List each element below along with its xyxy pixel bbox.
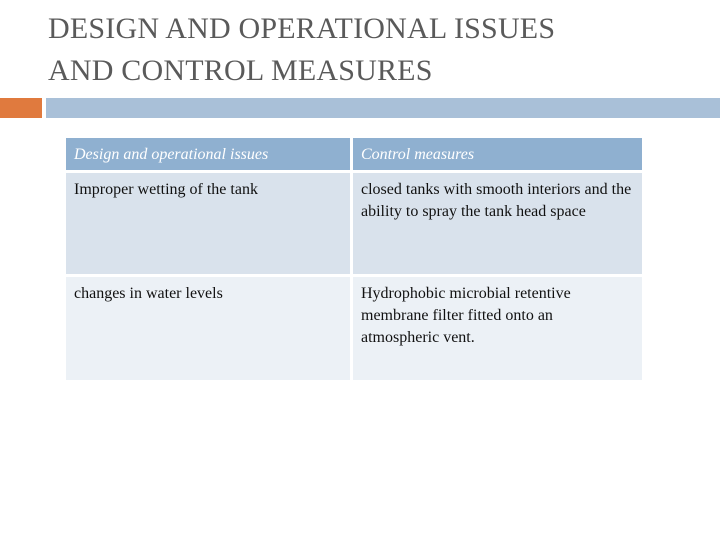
issue-cell: Improper wetting of the tank [66, 173, 353, 277]
issue-cell: changes in water levels [66, 277, 353, 380]
issues-table [66, 138, 642, 380]
measure-cell: Hydrophobic microbial retentive membrane filter fitted onto an atmospheric vent. [353, 277, 642, 380]
accent-bar-blue [46, 98, 720, 118]
table-row [66, 173, 642, 277]
slide-title [48, 8, 688, 92]
table-header-row [66, 138, 642, 173]
table-row [66, 277, 642, 380]
header-control-measures: Control measures [353, 138, 642, 173]
header-design-issues: Design and operational issues [66, 138, 353, 173]
accent-bar-orange [0, 98, 42, 118]
slide-title-line-2: AND CONTROL MEASURES [48, 54, 433, 87]
measure-cell: closed tanks with smooth interiors and the ability to spray the tank head space [353, 173, 642, 277]
slide-title-line-1: DESIGN AND OPERATIONAL ISSUES [48, 12, 556, 45]
